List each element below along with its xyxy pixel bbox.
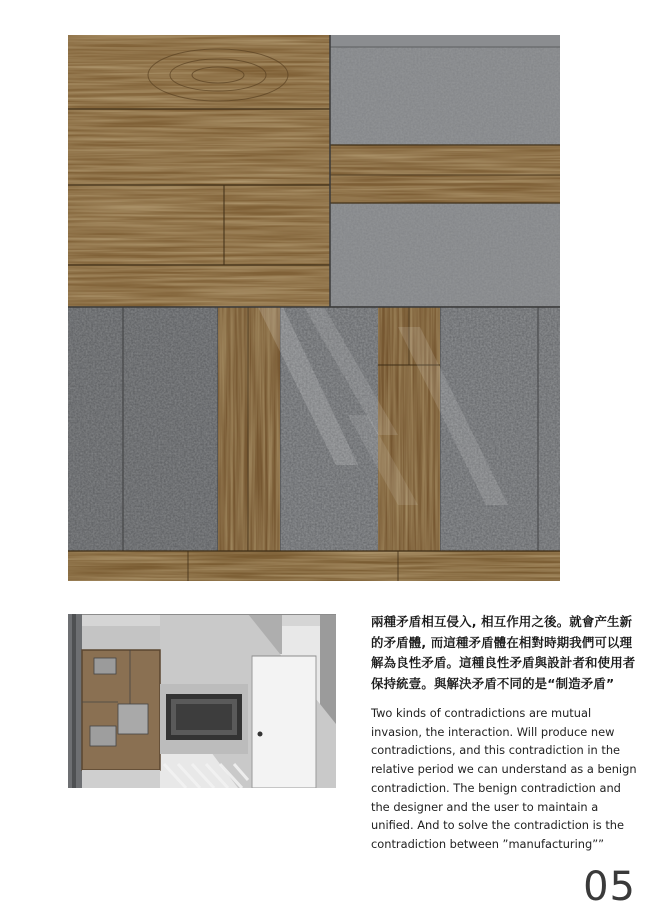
page-number: 05: [583, 864, 636, 910]
description-block: [371, 612, 641, 854]
wood-stone-texture: [68, 35, 560, 581]
chinese-description: 兩種矛盾相互侵入, 相互作用之後。就會产生新的矛盾體, 而這種矛盾體在相對時期我們可以理解為良性矛盾。這種良性矛盾與設計者和使用者保持統壹。與解決矛盾不同的是“制造矛盾”: [371, 614, 636, 691]
material-collage-image: [68, 35, 560, 581]
english-description: Two kinds of contradictions are mutual invasion, the interaction. Will produce new contradictions, and this contradiction in the relative period we can understand as a benign contradiction. The benign contradiction and the designer and the user to maintain a unified. And to solve the contradiction is the contradiction between ”manufacturing””: [371, 706, 637, 851]
elevation-diagram: [68, 614, 336, 788]
elevation-drawing: [68, 614, 336, 788]
